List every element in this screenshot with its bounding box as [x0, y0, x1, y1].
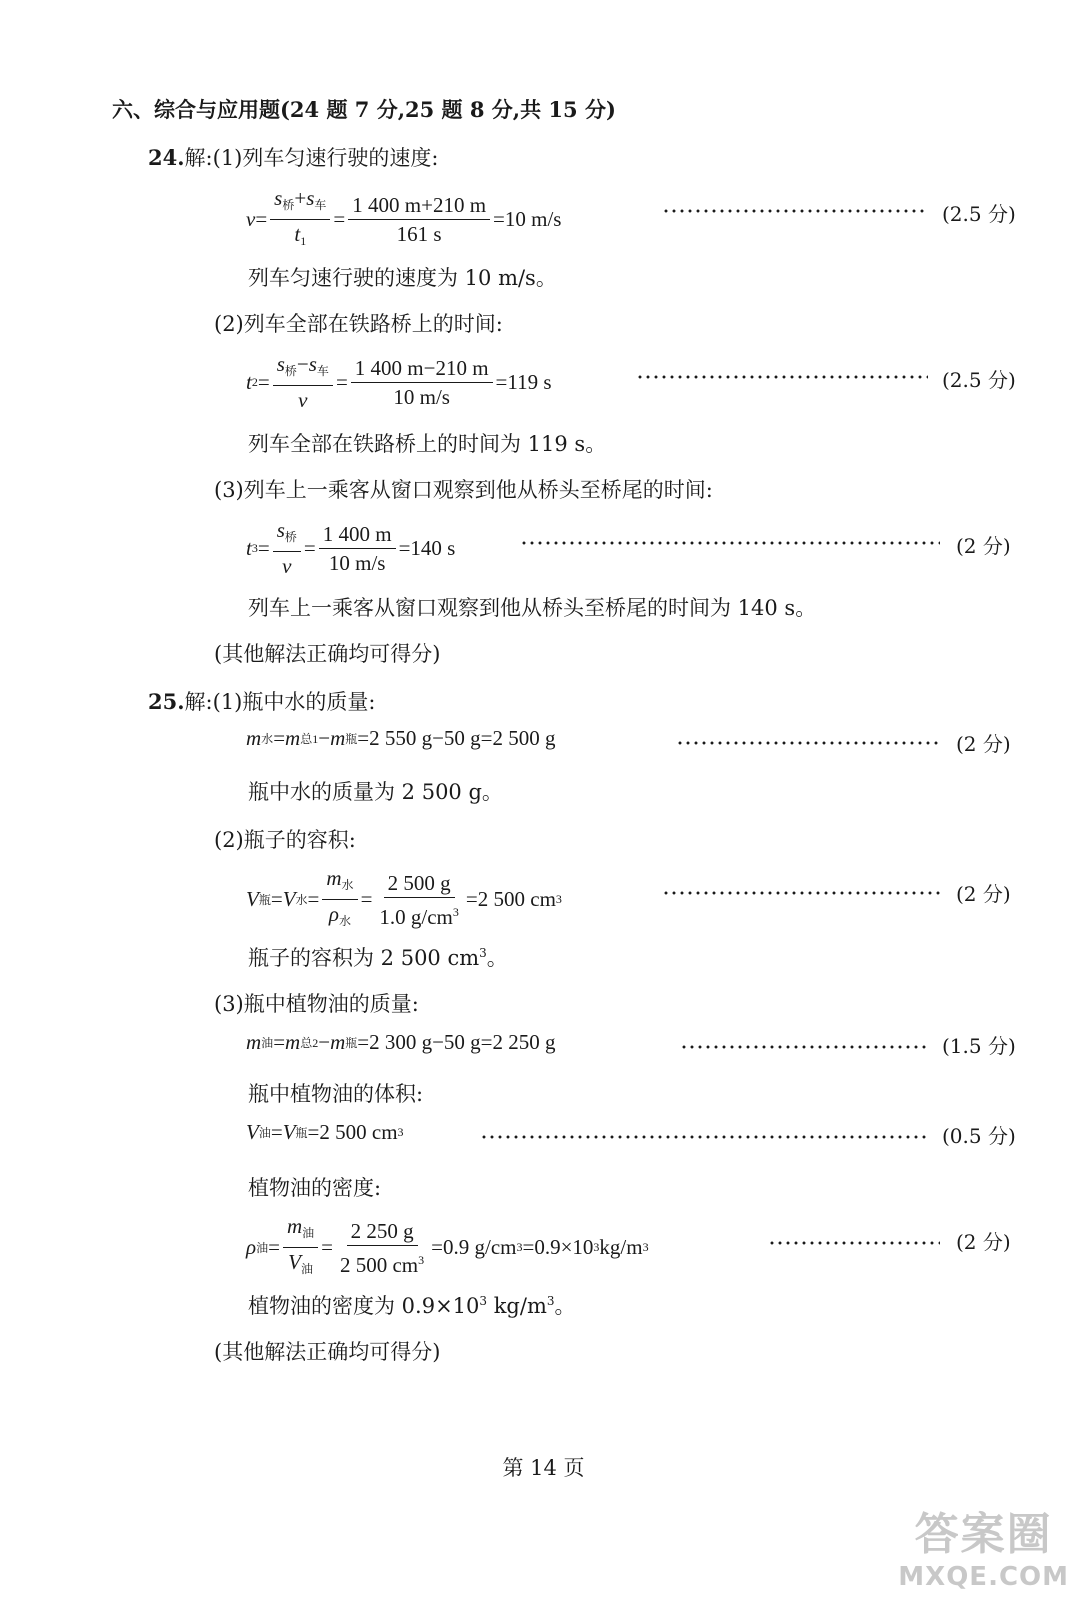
- q25-f2-num2: 2 500 g: [384, 871, 455, 898]
- q24-f1-result: =10 m/s: [493, 207, 562, 231]
- q25-f2-fraction: [322, 866, 357, 933]
- q24-f1-lhs: v: [246, 207, 256, 231]
- q25-f1-m-sub: 水: [261, 732, 274, 746]
- q24-part1-heading: [148, 142, 438, 172]
- q25-f1-m3: m: [330, 726, 346, 750]
- q24-score-2: (2.5 分): [942, 368, 1016, 392]
- q24-f3-s: s: [276, 518, 285, 542]
- leader-dots: [680, 1044, 928, 1050]
- q24-f2-s2: s: [308, 352, 317, 376]
- q24-f3-lhs: t: [246, 535, 252, 560]
- q24-f1-s-sub: 桥: [282, 198, 295, 212]
- q25-formula-4: [246, 1120, 404, 1145]
- q24-f3-fraction: [273, 518, 301, 578]
- q25-f3-minus: −: [318, 1030, 331, 1054]
- section-title: 六、综合与应用题(24 题 7 分,25 题 8 分,共 15 分): [112, 97, 616, 122]
- q25-score-2: (2 分): [956, 882, 1011, 906]
- q25-c5-sup2: 3: [546, 1294, 555, 1308]
- q25-f5-fraction2: [336, 1219, 428, 1277]
- q24-note: (其他解法正确均可得分): [214, 642, 441, 666]
- q24-f2-s2-sub: 车: [316, 364, 329, 378]
- q25-f5-r2: =0.9×10: [522, 1235, 594, 1259]
- q25-f5-den2-sup: 3: [418, 1252, 425, 1267]
- q24-score-1: (2.5 分): [942, 202, 1016, 226]
- q24-f1-fraction: [270, 186, 330, 253]
- q25-f5-r3: kg/m: [599, 1235, 643, 1259]
- q25-conclusion-5: [248, 1290, 576, 1320]
- q25-f5-r1-sup: 3: [516, 1240, 523, 1254]
- q25-f5-rho-sub: 油: [256, 1241, 269, 1255]
- q24-f2-fraction: [273, 352, 333, 412]
- q25-c5-unit: kg/m: [487, 1294, 547, 1318]
- q24-f2-num2: 1 400 m−210 m: [351, 356, 493, 383]
- q24-f2-lhs-sub: 2: [251, 374, 258, 389]
- q25-c5-sup: 3: [479, 1294, 488, 1308]
- q24-f2-v: v: [298, 388, 308, 412]
- q24-part2-heading: (2)列车全部在铁路桥上的时间:: [214, 312, 503, 336]
- q24-conclusion-3: 列车上一乘客从窗口观察到他从桥头至桥尾的时间为 140 s。: [248, 596, 817, 620]
- q25-f2-fraction2: [375, 871, 463, 929]
- watermark-line1: 答案圈: [914, 1509, 1053, 1560]
- q24-conclusion-1: 列车匀速行驶的速度为 10 m/s。: [248, 266, 557, 290]
- q25-score-5: (2 分): [956, 1230, 1011, 1254]
- q24-number: 24.: [148, 145, 185, 170]
- q25-f5-eq: =: [268, 1235, 280, 1259]
- q24-f3-fraction2: [319, 522, 396, 575]
- q25-f5-V: V: [288, 1250, 301, 1274]
- q25-f1-m2-sub: 总1: [300, 732, 319, 746]
- q24-f3-lhs-sub: 3: [251, 540, 258, 555]
- q24-f2-eq2: =: [335, 369, 348, 394]
- q25-f5-den2: 2 500 cm: [339, 1252, 419, 1277]
- q24-f2-minus: −: [296, 352, 309, 376]
- q25-f1-rest: =2 550 g−50 g=2 500 g: [357, 726, 556, 750]
- q25-f1-eq: =: [273, 726, 286, 750]
- q25-f2-rho-sub: 水: [339, 914, 352, 928]
- q24-f1-eq2: =: [333, 207, 346, 231]
- q25-formula-2: [246, 866, 562, 933]
- q24-f1-s2: s: [306, 186, 315, 210]
- q25-f2-V2-sub: 水: [295, 893, 308, 907]
- q25-f5-r1: =0.9 g/cm: [431, 1235, 517, 1259]
- q24-score-3: (2 分): [956, 534, 1011, 558]
- q25-f2-result: =2 500 cm: [465, 887, 556, 911]
- q24-f1-eq: =: [255, 207, 268, 231]
- q24-f2-s: s: [276, 352, 285, 376]
- q25-f4-V: V: [246, 1120, 259, 1144]
- q24-f1-plus: +: [294, 186, 307, 210]
- watermark-line2: MXQE.COM: [898, 1562, 1069, 1592]
- q25-f5-eq2: =: [321, 1235, 333, 1259]
- q25-score-4: (0.5 分): [942, 1124, 1016, 1148]
- q25-f5-r2-sup: 3: [593, 1240, 600, 1254]
- q25-f2-result-sup: 3: [555, 892, 562, 906]
- q24-f3-num2: 1 400 m: [319, 522, 396, 549]
- q24-part1-text: 解:(1)列车匀速行驶的速度:: [184, 146, 439, 170]
- q25-f2-eq: =: [270, 887, 283, 911]
- leader-dots: [768, 1240, 940, 1246]
- q24-f1-den2: 161 s: [396, 222, 442, 246]
- leader-dots: [636, 374, 928, 380]
- q24-f2-result: =119 s: [495, 369, 552, 394]
- q25-formula-3: [246, 1030, 556, 1055]
- q25-c5-text: 植物油的密度为 0.9×10: [248, 1294, 480, 1318]
- q24-f3-den2: 10 m/s: [328, 550, 386, 575]
- q24-formula-2: [246, 352, 552, 412]
- q25-f4-eq: =: [270, 1120, 283, 1144]
- q25-f3-rest: =2 300 g−50 g=2 250 g: [357, 1030, 556, 1054]
- q25-c2-sup: 3: [479, 946, 487, 960]
- q25-f1-m3-sub: 瓶: [345, 732, 358, 746]
- q25-formula-5: [246, 1214, 649, 1281]
- q25-f2-den2: 1.0 g/cm: [379, 904, 453, 929]
- q25-score-3: (1.5 分): [942, 1034, 1016, 1058]
- q24-f3-s-sub: 桥: [284, 530, 297, 544]
- q25-f2-rho: ρ: [328, 902, 339, 926]
- q25-f2-m: m: [326, 866, 342, 890]
- q25-f5-m-sub: 油: [302, 1226, 315, 1240]
- q25-f5-V-sub: 油: [300, 1262, 313, 1276]
- q25-f5-num2: 2 250 g: [347, 1219, 418, 1246]
- leader-dots: [520, 540, 940, 546]
- leader-dots: [676, 740, 942, 746]
- q24-f3-eq2: =: [303, 535, 316, 560]
- q25-part4-heading: 瓶中植物油的体积:: [248, 1082, 424, 1106]
- q25-note: (其他解法正确均可得分): [214, 1340, 441, 1364]
- q25-part5-heading: 植物油的密度:: [248, 1176, 382, 1200]
- q25-f1-m2: m: [285, 726, 301, 750]
- q25-formula-1: [246, 726, 556, 751]
- q25-f1-minus: −: [318, 726, 331, 750]
- q24-f2-eq: =: [257, 369, 270, 394]
- q24-f1-t: t: [294, 222, 301, 246]
- q25-f3-m2: m: [285, 1030, 301, 1054]
- q25-f3-m: m: [246, 1030, 262, 1054]
- q25-f5-r3-sup: 3: [642, 1240, 649, 1254]
- q24-f2-s-sub: 桥: [284, 364, 297, 378]
- q24-f2-lhs: t: [246, 369, 252, 394]
- q24-conclusion-2: 列车全部在铁路桥上的时间为 119 s。: [248, 432, 607, 456]
- q25-f2-m-sub: 水: [341, 878, 354, 892]
- q25-f3-eq: =: [273, 1030, 286, 1054]
- leader-dots: [480, 1134, 928, 1140]
- q24-f1-num2: 1 400 m+210 m: [348, 193, 490, 220]
- q25-part3-heading: (3)瓶中植物油的质量:: [214, 992, 419, 1016]
- q25-c2-text: 瓶子的容积为 2 500 cm: [248, 946, 480, 970]
- q25-f3-m3-sub: 瓶: [345, 1036, 358, 1050]
- q25-f3-m3: m: [330, 1030, 346, 1054]
- q24-part3-heading: (3)列车上一乘客从窗口观察到他从桥头至桥尾的时间:: [214, 478, 713, 502]
- q25-f4-V2: V: [282, 1120, 296, 1144]
- q24-formula-1: [246, 186, 561, 253]
- q25-conclusion-1: 瓶中水的质量为 2 500 g。: [248, 780, 503, 804]
- q24-f3-result: =140 s: [398, 535, 456, 560]
- leader-dots: [662, 890, 942, 896]
- q25-f4-V2-sub: 瓶: [295, 1126, 308, 1140]
- q25-f4-V-sub: 油: [258, 1126, 271, 1140]
- q25-f5-rho: ρ: [246, 1235, 257, 1259]
- q25-f2-eq3: =: [360, 887, 373, 911]
- q25-part2-heading: (2)瓶子的容积:: [214, 828, 356, 852]
- q25-f2-V2: V: [282, 887, 296, 911]
- q25-f3-m2-sub: 总2: [300, 1036, 319, 1050]
- q24-f1-s: s: [274, 186, 283, 210]
- q24-f3-eq: =: [257, 535, 270, 560]
- q25-number: 25.: [148, 689, 185, 714]
- q25-f3-m-sub: 油: [261, 1036, 274, 1050]
- q24-f1-s2-sub: 车: [314, 198, 327, 212]
- q24-f3-v: v: [282, 554, 292, 578]
- q25-f2-den2-sup: 3: [452, 904, 459, 919]
- q25-score-1: (2 分): [956, 732, 1011, 756]
- q24-f2-fraction2: [351, 356, 493, 409]
- q25-c5-end: 。: [554, 1294, 576, 1318]
- q24-f1-t-sub: 1: [300, 234, 307, 248]
- q25-f5-fraction: [283, 1214, 318, 1281]
- q25-part1-heading: [148, 686, 375, 716]
- q25-c2-end: 。: [486, 946, 508, 970]
- watermark-logo: [898, 1498, 1069, 1592]
- q25-part1-text: 解:(1)瓶中水的质量:: [184, 690, 376, 714]
- q24-f1-fraction2: [348, 193, 490, 246]
- q25-conclusion-2: [248, 942, 508, 972]
- leader-dots: [662, 208, 928, 214]
- q25-f1-m: m: [246, 726, 262, 750]
- page-number: 第 14 页: [502, 1456, 585, 1480]
- q25-f4-rest: =2 500 cm: [307, 1120, 398, 1144]
- q25-f4-rest-sup: 3: [397, 1125, 404, 1139]
- q25-f2-V-sub: 瓶: [258, 893, 271, 907]
- q24-formula-3: [246, 518, 455, 578]
- q24-f2-den2: 10 m/s: [393, 384, 450, 409]
- q25-f2-V: V: [246, 887, 259, 911]
- q25-f2-eq2: =: [307, 887, 320, 911]
- q25-f5-m: m: [286, 1214, 303, 1238]
